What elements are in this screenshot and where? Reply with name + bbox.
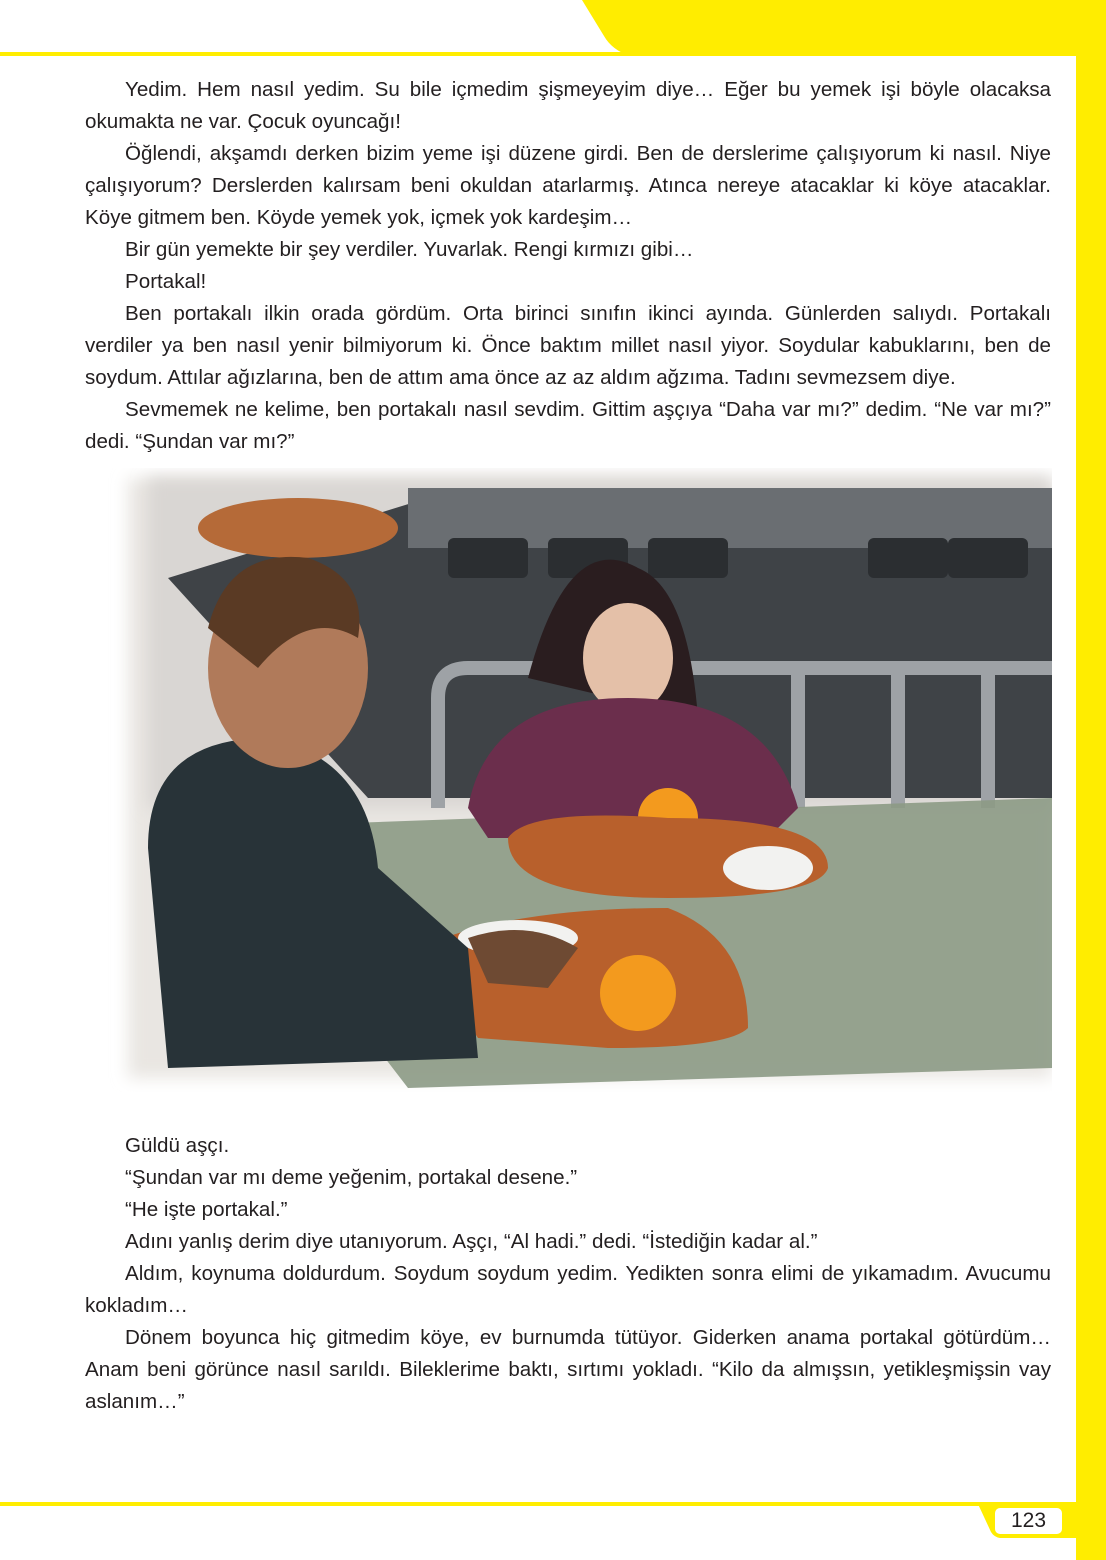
- paragraph: Portakal!: [125, 270, 207, 293]
- paragraph: “He işte portakal.”: [125, 1198, 288, 1221]
- right-yellow-strip: [1076, 0, 1106, 1560]
- paragraph: “Şundan var mı deme yeğenim, portakal desene.”: [125, 1166, 578, 1189]
- paragraph: Adını yanlış derim diye utanıyorum. Aşçı, “Al hadi.” dedi. “İstediğin kadar al.”: [125, 1230, 818, 1253]
- paragraph: Aldım, koynuma doldurdum. Soydum soydum yedim. Yedikten sonra elimi de yıkamadım. Avucumu kokladım…: [85, 1262, 1051, 1317]
- paragraph: Yedim. Hem nasıl yedim. Su bile içmedim şişmeyeyim diye… Eğer bu yemek işi böyle olacaksa okumakta ne var. Çocuk oyuncağı!: [85, 78, 1051, 133]
- story-text-bottom: [85, 1130, 1051, 1418]
- top-yellow-tab: [0, 0, 1106, 60]
- story-text-top: [85, 74, 1051, 458]
- paragraph: Bir gün yemekte bir şey verdiler. Yuvarlak. Rengi kırmızı gibi…: [125, 238, 694, 261]
- paragraph: Güldü aşçı.: [125, 1134, 230, 1157]
- paragraph: Ben portakalı ilkin orada gördüm. Orta birinci sınıfın ikinci ayında. Günlerden salıydı. Portakalı verdiler ya ben nasıl yenir bilmiyorum ki. Önce baktım millet nasıl yiyor. Soydular kabuklarını, ben de soydum. Attılar ağızlarına, ben de attım ama önce az az aldım ağzıma. Tadını sevmezsem diye.: [85, 302, 1051, 389]
- paragraph: Dönem boyunca hiç gitmedim köye, ev burnumda tütüyor. Giderken anama portakal götürdüm… Anam beni görünce nasıl sarıldı. Bileklerime baktı, sırtımı yokladı. “Kilo da almışsın, yetikleşmişsin vay aslanım…”: [85, 1326, 1051, 1413]
- page-number: 123: [995, 1508, 1062, 1534]
- illustration-cafeteria-oranges: [108, 468, 1052, 1092]
- paragraph: Sevmemek ne kelime, ben portakalı nasıl sevdim. Gittim aşçıya “Daha var mı?” dedim. “Ne var mı?” dedi. “Şundan var mı?”: [85, 398, 1051, 453]
- bottom-yellow-line: [0, 1502, 1106, 1506]
- paragraph: Öğlendi, akşamdı derken bizim yeme işi düzene girdi. Ben de derslerime çalışıyorum ki nasıl. Niye çalışıyorum? Derslerden kalırsam beni okuldan atarlarmış. Atınca nereye atacaklar ki köye atacaklar. Köye gitmem ben. Köyde yemek yok, içmek yok kardeşim…: [85, 142, 1051, 229]
